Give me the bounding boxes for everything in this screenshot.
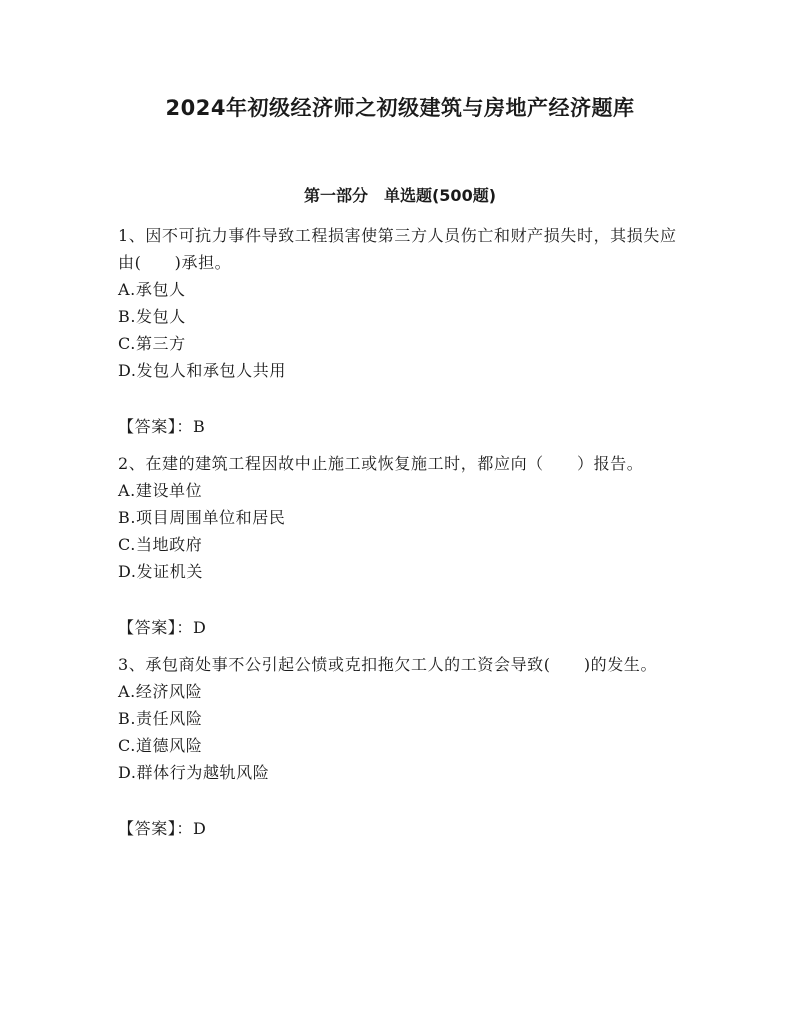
section-title: 第一部分 单选题(500题) (303, 186, 497, 205)
option-d: D.群体行为越轨风险 (118, 763, 270, 782)
document-title: 2024年初级经济师之初级建筑与房地产经济题库 (165, 96, 635, 120)
option-a: A.建设单位 (118, 481, 203, 500)
answer-value: D (193, 618, 207, 637)
question-1 (118, 222, 678, 440)
question-list (118, 222, 678, 852)
option-c: C.道德风险 (118, 736, 203, 755)
answer-separator: ： (176, 417, 194, 436)
answer-value: B (193, 417, 206, 436)
question-stem: 1、因不可抗力事件导致工程损害使第三方人员伤亡和财产损失时，其损失应由( )承担。 (118, 226, 677, 272)
option-c: C.第三方 (118, 334, 186, 353)
answer-line (118, 413, 678, 440)
option-c: C.当地政府 (118, 535, 203, 554)
question-3 (118, 651, 678, 842)
answer-line (118, 815, 678, 842)
option-b: B.项目周围单位和居民 (118, 508, 286, 527)
answer-separator: ： (176, 618, 194, 637)
option-b: B.责任风险 (118, 709, 203, 728)
option-a: A.承包人 (118, 280, 186, 299)
question-stem: 3、承包商处事不公引起公愤或克扣拖欠工人的工资会导致( )的发生。 (118, 655, 658, 674)
answer-separator: ： (176, 819, 194, 838)
option-d: D.发证机关 (118, 562, 203, 581)
answer-value: D (193, 819, 207, 838)
answer-label: 【答案】 (118, 417, 177, 436)
answer-label: 【答案】 (118, 819, 177, 838)
option-a: A.经济风险 (118, 682, 203, 701)
answer-label: 【答案】 (118, 618, 177, 637)
option-d: D.发包人和承包人共用 (118, 361, 286, 380)
question-2 (118, 450, 678, 641)
question-stem: 2、在建的建筑工程因故中止施工或恢复施工时，都应向（ ）报告。 (118, 454, 644, 473)
answer-line (118, 614, 678, 641)
option-b: B.发包人 (118, 307, 186, 326)
